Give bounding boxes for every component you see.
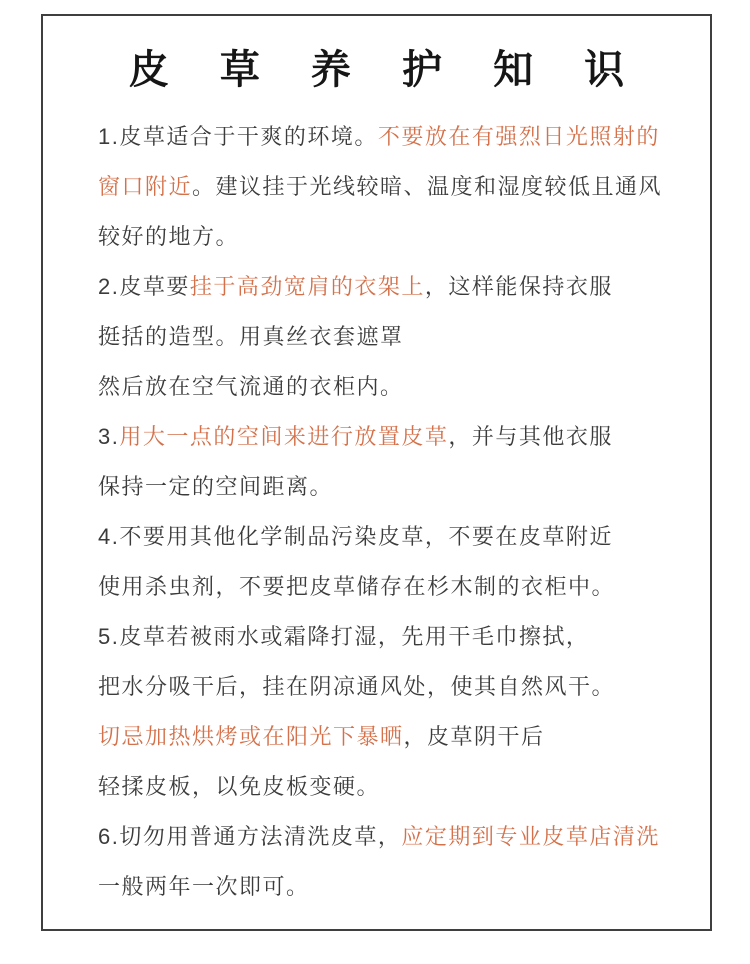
- text-line: [98, 662, 680, 712]
- text-line: [98, 212, 680, 262]
- body-text: ，皮草阴干后: [403, 724, 545, 749]
- highlighted-text: 应定期到专业皮草店清洗: [401, 824, 660, 849]
- text-line: [98, 162, 680, 212]
- highlighted-text: 不要放在有强烈日光照射的: [377, 124, 660, 149]
- body-text: 5.皮草若被雨水或霜降打湿，先用干毛巾擦拭，: [98, 624, 590, 649]
- text-line: [98, 512, 680, 562]
- body-text: 轻揉皮板，以免皮板变硬。: [98, 774, 381, 799]
- body-text: 使用杀虫剂，不要把皮草储存在杉木制的衣柜中。: [98, 574, 616, 599]
- text-line: [98, 562, 680, 612]
- highlighted-text: 切忌加热烘烤或在阳光下暴晒: [98, 724, 404, 749]
- body-text: 3.: [98, 424, 120, 449]
- body-text: 6.切勿用普通方法清洗皮草，: [98, 824, 402, 849]
- text-line: [98, 312, 680, 362]
- body-text: 然后放在空气流通的衣柜内。: [98, 374, 404, 399]
- text-line: [98, 262, 680, 312]
- body-text: ，并与其他衣服: [448, 424, 613, 449]
- highlighted-text: 用大一点的空间来进行放置皮草: [119, 424, 449, 449]
- body-text: 4.不要用其他化学制品污染皮草，不要在皮草附近: [98, 524, 613, 549]
- text-line: [98, 412, 680, 462]
- body-text: 一般两年一次即可。: [98, 874, 310, 899]
- page-title: 皮 草 养 护 知 识: [128, 48, 645, 92]
- text-line: [98, 862, 680, 912]
- text-line: [98, 362, 680, 412]
- fur-care-card: [41, 14, 712, 931]
- text-line: [98, 612, 680, 662]
- body-text: 把水分吸干后，挂在阴凉通风处，使其自然风干。: [98, 674, 616, 699]
- body-text: 2.皮草要: [98, 274, 190, 299]
- body-text: 挺括的造型。用真丝衣套遮罩: [98, 324, 404, 349]
- text-line: [98, 462, 680, 512]
- body-text: 1.皮草适合于干爽的环境。: [98, 124, 378, 149]
- text-line: [98, 762, 680, 812]
- highlighted-text: 窗口附近: [98, 174, 193, 199]
- body-text: 较好的地方。: [98, 224, 240, 249]
- text-line: [98, 112, 680, 162]
- care-instructions-list: [43, 112, 710, 912]
- highlighted-text: 挂于高劲宽肩的衣架上: [189, 274, 425, 299]
- text-line: [98, 812, 680, 862]
- body-text: 。建议挂于光线较暗、温度和湿度较低且通风: [192, 174, 663, 199]
- body-text: 保持一定的空间距离。: [98, 474, 334, 499]
- body-text: ，这样能保持衣服: [424, 274, 613, 299]
- text-line: [98, 712, 680, 762]
